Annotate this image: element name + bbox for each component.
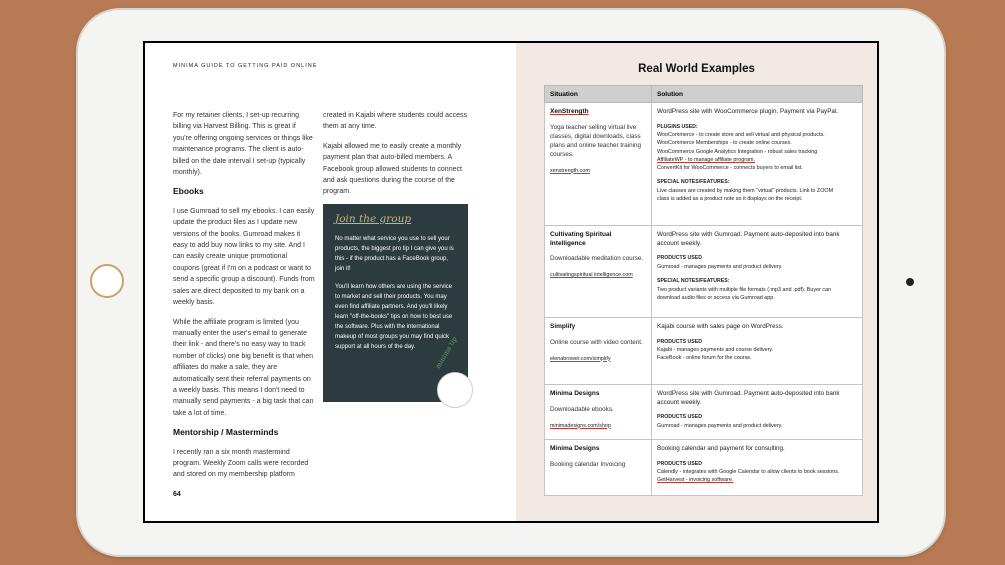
running-head: MINIMA GUIDE TO GETTING PAID ONLINE — [173, 63, 318, 69]
tip-callout-box — [323, 204, 468, 402]
column-header: Solution — [652, 86, 863, 103]
page-number: 64 — [173, 491, 181, 498]
product-line: Gumroad - manages payments and product delivery. — [657, 263, 783, 270]
table-row — [545, 226, 863, 318]
callout-title: Join the group — [335, 213, 412, 225]
situation-name: XenStrength — [550, 108, 589, 115]
paragraph: I use Gumroad to sell my ebooks. I can easily update the product files as I update new versions of the books. Gumroad makes it easy to add buy now links to my site. And I can easily create unique promotional coupons (great if I'm on a podcast or want to send a specific group a discount). Funds from sales are direct deposited to my bank on a weekly basis. — [173, 207, 315, 307]
situation-description: Yoga teacher selling virtual live classes, digital downloads, class plans and online teacher training courses. — [550, 123, 642, 158]
table-row — [545, 103, 863, 226]
situation-description: Online course with video content. — [550, 338, 643, 346]
callout-paragraph: You'll learn how others are using the service to market and sell their products. You may even find affiliate partners. And you'll likely learn "off-the-books" tips on how to best use the software. Plus with the international makeup of most groups you may find quick support at all hours of the day. — [335, 284, 453, 350]
solution-summary: Booking calendar and payment for consulting. — [657, 445, 785, 452]
situation-cell — [545, 318, 652, 385]
paragraph: created in Kajabi where students could access them at any time. — [323, 112, 467, 131]
situation-cell — [545, 226, 652, 318]
product-line: Kajabi - manages payments and course delivery. — [657, 347, 774, 354]
table-row — [545, 385, 863, 440]
situation-description: Downloadable meditation course. — [550, 255, 644, 263]
situation-name: Simplify — [550, 323, 576, 330]
products-label: PRODUCTS USED — [657, 460, 702, 467]
situation-name: Minima Designs — [550, 445, 600, 452]
note-line: download audio files or access via Gumroad app. — [657, 294, 775, 301]
table-row — [545, 318, 863, 385]
text-column-2 — [323, 110, 469, 206]
site-link[interactable]: minimadesigns.com/shop — [550, 422, 611, 429]
paragraph: I recently ran a six month mastermind program. Weekly Zoom calls were recorded and stored on my membership platform — [173, 448, 309, 479]
column-header: Situation — [545, 86, 652, 103]
minima-tip-stamp — [437, 372, 473, 408]
home-button[interactable] — [90, 264, 124, 298]
situation-cell — [545, 103, 652, 226]
plugins-label: PLUGINS USED: — [657, 123, 698, 130]
plugin-line: WooCommerce - to create store and sell virtual and physical products. — [657, 132, 825, 139]
paragraph: While the affiliate program is limited (you manually enter the user's email to generate their link - and there's no easy way to track number of clicks) one big benefit is that when affiliates do make a sale, they are automatically sent their referral payments on a weekly basis. This means I don't need to manually send payments - a big task that can take a lot of time. — [173, 318, 314, 417]
notes-label: SPECIAL NOTES/FEATURES: — [657, 179, 730, 186]
plugin-line: AffiliateWP - to manage affiliate program. — [657, 156, 755, 163]
plugin-line: ConvertKit for WooCommerce - connects buyers to email list. — [657, 165, 803, 171]
left-page — [145, 43, 516, 521]
solution-cell — [652, 318, 863, 385]
note-line: Two product variants with multiple file formats (.mp3 and .pdf). Buyer can — [657, 286, 832, 293]
notes-label: SPECIAL NOTES/FEATURES: — [657, 277, 730, 284]
solution-summary: WordPress site with Gumroad. Payment auto-deposited into bank account weekly. — [657, 390, 840, 406]
solution-cell — [652, 226, 863, 318]
product-line: Gumroad - manages payments and product delivery. — [657, 422, 783, 429]
note-line: Live classes are created by making them "virtual" products. Link to ZOOM — [657, 187, 834, 194]
products-label: PRODUCTS USED — [657, 414, 702, 421]
site-link[interactable]: elenabrower.com/simplify — [550, 355, 611, 362]
situation-cell — [545, 385, 652, 440]
product-line: GetHarvest - invoicing software. — [657, 477, 734, 484]
solution-summary: Kajabi course with sales page on WordPress. — [657, 323, 784, 330]
site-link[interactable]: cultivatingspiritual intelligence.com — [550, 272, 633, 279]
plugin-line: WooCommerce Memberships - to create online courses. — [657, 140, 792, 147]
product-line: Calendly - integrates with Google Calendar to allow clients to book sessions. — [657, 469, 840, 476]
site-link[interactable]: xenstrength.com — [550, 167, 590, 174]
solution-summary: WordPress site with Gumroad. Payment auto-deposited into bank account weekly. — [657, 231, 840, 247]
examples-table — [544, 85, 863, 496]
situation-name: Cultivating Spiritual Intelligence — [550, 231, 612, 247]
solution-cell — [652, 103, 863, 226]
plugin-line: WooCommerce Google Analytics Integration - robust sales tracking — [657, 148, 818, 155]
page-title: Real World Examples — [638, 63, 755, 75]
table-row — [545, 440, 863, 496]
situation-cell — [545, 440, 652, 496]
products-label: PRODUCTS USED — [657, 255, 702, 262]
text-column-1 — [173, 110, 315, 489]
paragraph: Kajabi allowed me to easily create a monthly payment plan that auto-billed members. A Facebook group allowed students to connect and ask questions during the course of the program. — [323, 142, 462, 196]
section-heading: Mentorship / Masterminds — [173, 427, 279, 438]
products-label: PRODUCTS USED — [657, 338, 702, 345]
camera-icon — [906, 278, 914, 286]
situation-description: Booking calendar Invoicing — [550, 460, 626, 468]
callout-paragraph: No matter what service you use to sell your products, the biggest pro tip I can give you is this - if the product has a FaceBook group, join it! — [335, 236, 454, 272]
paragraph: For my retainer clients, I set-up recurring billing via Harvest Billing. This is great if you're offering ongoing services or things like maintenance programs. The client is auto-billed on the date interval I set-up (typically monthly). — [173, 112, 313, 177]
situation-description: Downloadable ebooks. — [550, 405, 614, 413]
stamp-text: minima tip — [434, 335, 459, 370]
product-line: FaceBook - online forum for the course. — [657, 355, 752, 362]
solution-cell — [652, 440, 863, 496]
situation-name: Minima Designs — [550, 390, 600, 397]
note-line: class is added as a product note so it displays on the receipt. — [657, 196, 803, 202]
right-page — [516, 43, 877, 521]
section-heading: Ebooks — [173, 186, 204, 197]
solution-summary: WordPress site with WooCommerce plugin. Payment via PayPal. — [657, 108, 839, 115]
table-header-row — [545, 86, 863, 103]
solution-cell — [652, 385, 863, 440]
